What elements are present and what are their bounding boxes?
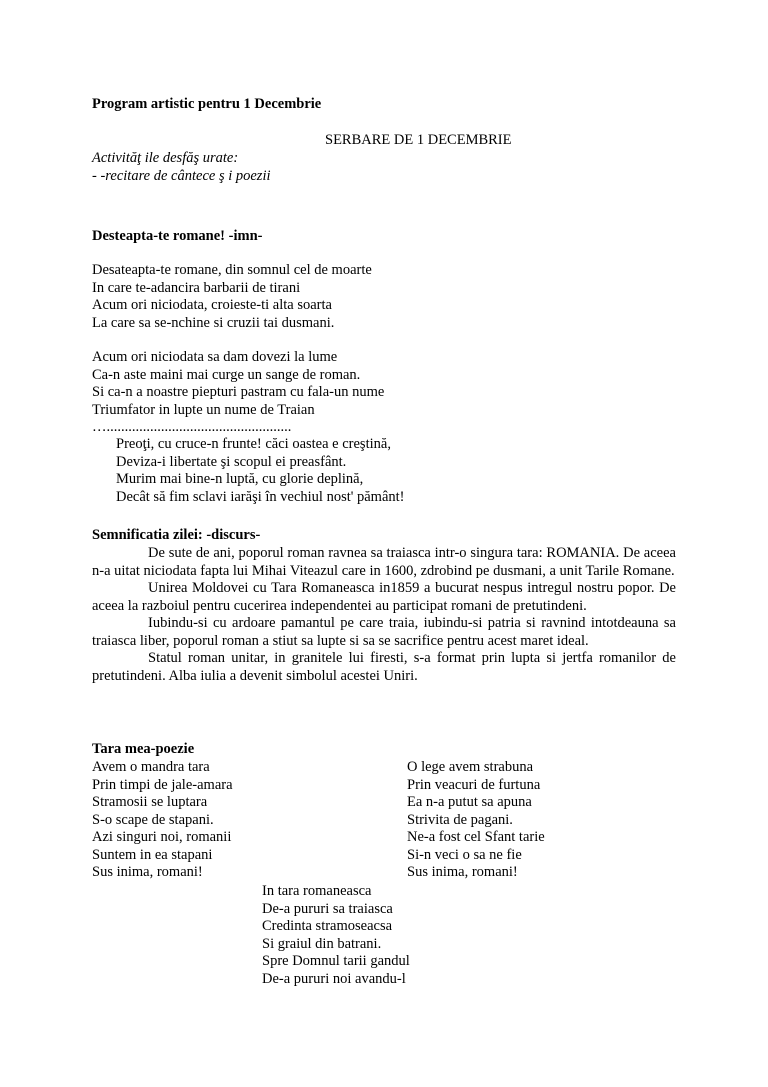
verse-line: O lege avem strabuna <box>407 759 534 775</box>
anthem-stanza-3 <box>116 436 405 506</box>
activities-block <box>92 150 271 185</box>
verse-line: Credinta stramoseacsa <box>262 918 393 934</box>
verse-line: In tara romaneasca <box>262 883 372 899</box>
speech-paragraph-text: Statul roman unitar, in granitele lui firesti, s-a format prin lupta si jertfa romanilor de pretutindeni. Alba iulia a devenit simbolul acestei Uniri. <box>92 650 676 684</box>
speech-paragraph <box>92 545 676 580</box>
verse-line: In care te-adancira barbarii de tirani <box>92 279 301 296</box>
speech-paragraph <box>92 650 676 685</box>
verse-line: Ca-n aste maini mai curge un sange de roman. <box>92 366 361 383</box>
speech-paragraph-text: De sute de ani, poporul roman ravnea sa traiasca intr-o singura tara: ROMANIA. De aceea n-a uitat niciodata fapta lui Mihai Viteazul care in 1600, zdrobind pe dusmani, a unit Tarile Romane. <box>92 545 676 579</box>
activities-label: Activităţ ile desfăş urate: <box>92 150 239 166</box>
verse-line: Preoţi, cu cruce-n frunte! căci oastea e creştină, <box>116 436 391 452</box>
verse-line: Suntem in ea stapani <box>92 846 213 863</box>
verse-line: Si graiul din batrani. <box>262 935 382 952</box>
verse-line: Decât să fim sclavi iarăşi în vechiul nost' pământ! <box>116 488 405 505</box>
event-heading: SERBARE DE 1 DECEMBRIE <box>325 132 512 148</box>
verse-line: S-o scape de stapani. <box>92 811 214 828</box>
verse-line: Stramosii se luptara <box>92 794 208 810</box>
poem-middle-column <box>262 883 410 988</box>
verse-line: Deviza-i libertate şi scopul ei preasfânt. <box>116 453 347 470</box>
verse-line: Strivita de pagani. <box>407 811 513 828</box>
verse-line: Si-n veci o sa ne fie <box>407 846 522 863</box>
poem-left-column <box>92 759 233 882</box>
verse-line: Acum ori niciodata, croieste-ti alta soarta <box>92 297 332 313</box>
verse-line: Avem o mandra tara <box>92 759 210 775</box>
speech-paragraph <box>92 580 676 615</box>
verse-line: De-a pururi noi avandu-l <box>262 970 406 987</box>
document-title: Program artistic pentru 1 Decembrie <box>92 96 322 112</box>
activities-item: - -recitare de cântece ş i poezii <box>92 167 271 184</box>
anthem-heading: Desteapta-te romane! -imn- <box>92 228 263 244</box>
verse-line: Prin veacuri de furtuna <box>407 776 541 793</box>
verse-line: Spre Domnul tarii gandul <box>262 953 410 969</box>
poem-heading: Tara mea-poezie <box>92 741 195 757</box>
speech-paragraph-text: Unirea Moldovei cu Tara Romaneasca in1859 a bucurat nespus intregul nostru popor. De aceea la razboiul pentru cucerirea independentei au participat romani de pretutindeni. <box>92 580 676 614</box>
verse-line: De-a pururi sa traiasca <box>262 900 393 917</box>
speech-paragraph <box>92 615 676 650</box>
speech-heading: Semnificatia zilei: -discurs- <box>92 527 261 543</box>
ellipsis-line: …................................................... <box>92 419 292 435</box>
speech-paragraph-text: Iubindu-si cu ardoare pamantul pe care traia, iubindu-si patria si ravnind intotdeauna sa traiasca liber, poporul roman a stiut sa lupte si sa se sacrifice pentru acest maret ideal. <box>92 615 676 649</box>
verse-line: Ea n-a putut sa apuna <box>407 794 532 810</box>
verse-line: Desateapta-te romane, din somnul cel de moarte <box>92 262 372 278</box>
speech-body <box>92 545 676 685</box>
verse-line: Murim mai bine-n luptă, cu glorie deplină, <box>116 471 364 487</box>
poem-right-column <box>407 759 545 882</box>
anthem-stanza-1 <box>92 262 372 332</box>
verse-line: Ne-a fost cel Sfant tarie <box>407 829 545 845</box>
verse-line: Triumfator in lupte un nume de Traian <box>92 401 315 418</box>
anthem-stanza-2 <box>92 349 384 437</box>
verse-line: Acum ori niciodata sa dam dovezi la lume <box>92 349 338 365</box>
verse-line: Si ca-n a noastre piepturi pastram cu fala-un nume <box>92 384 385 400</box>
verse-line: Sus inima, romani! <box>407 864 518 880</box>
verse-line: Sus inima, romani! <box>92 864 203 880</box>
verse-line: Prin timpi de jale-amara <box>92 776 233 793</box>
verse-line: La care sa se-nchine si cruzii tai dusmani. <box>92 314 335 331</box>
verse-line: Azi singuri noi, romanii <box>92 829 232 845</box>
